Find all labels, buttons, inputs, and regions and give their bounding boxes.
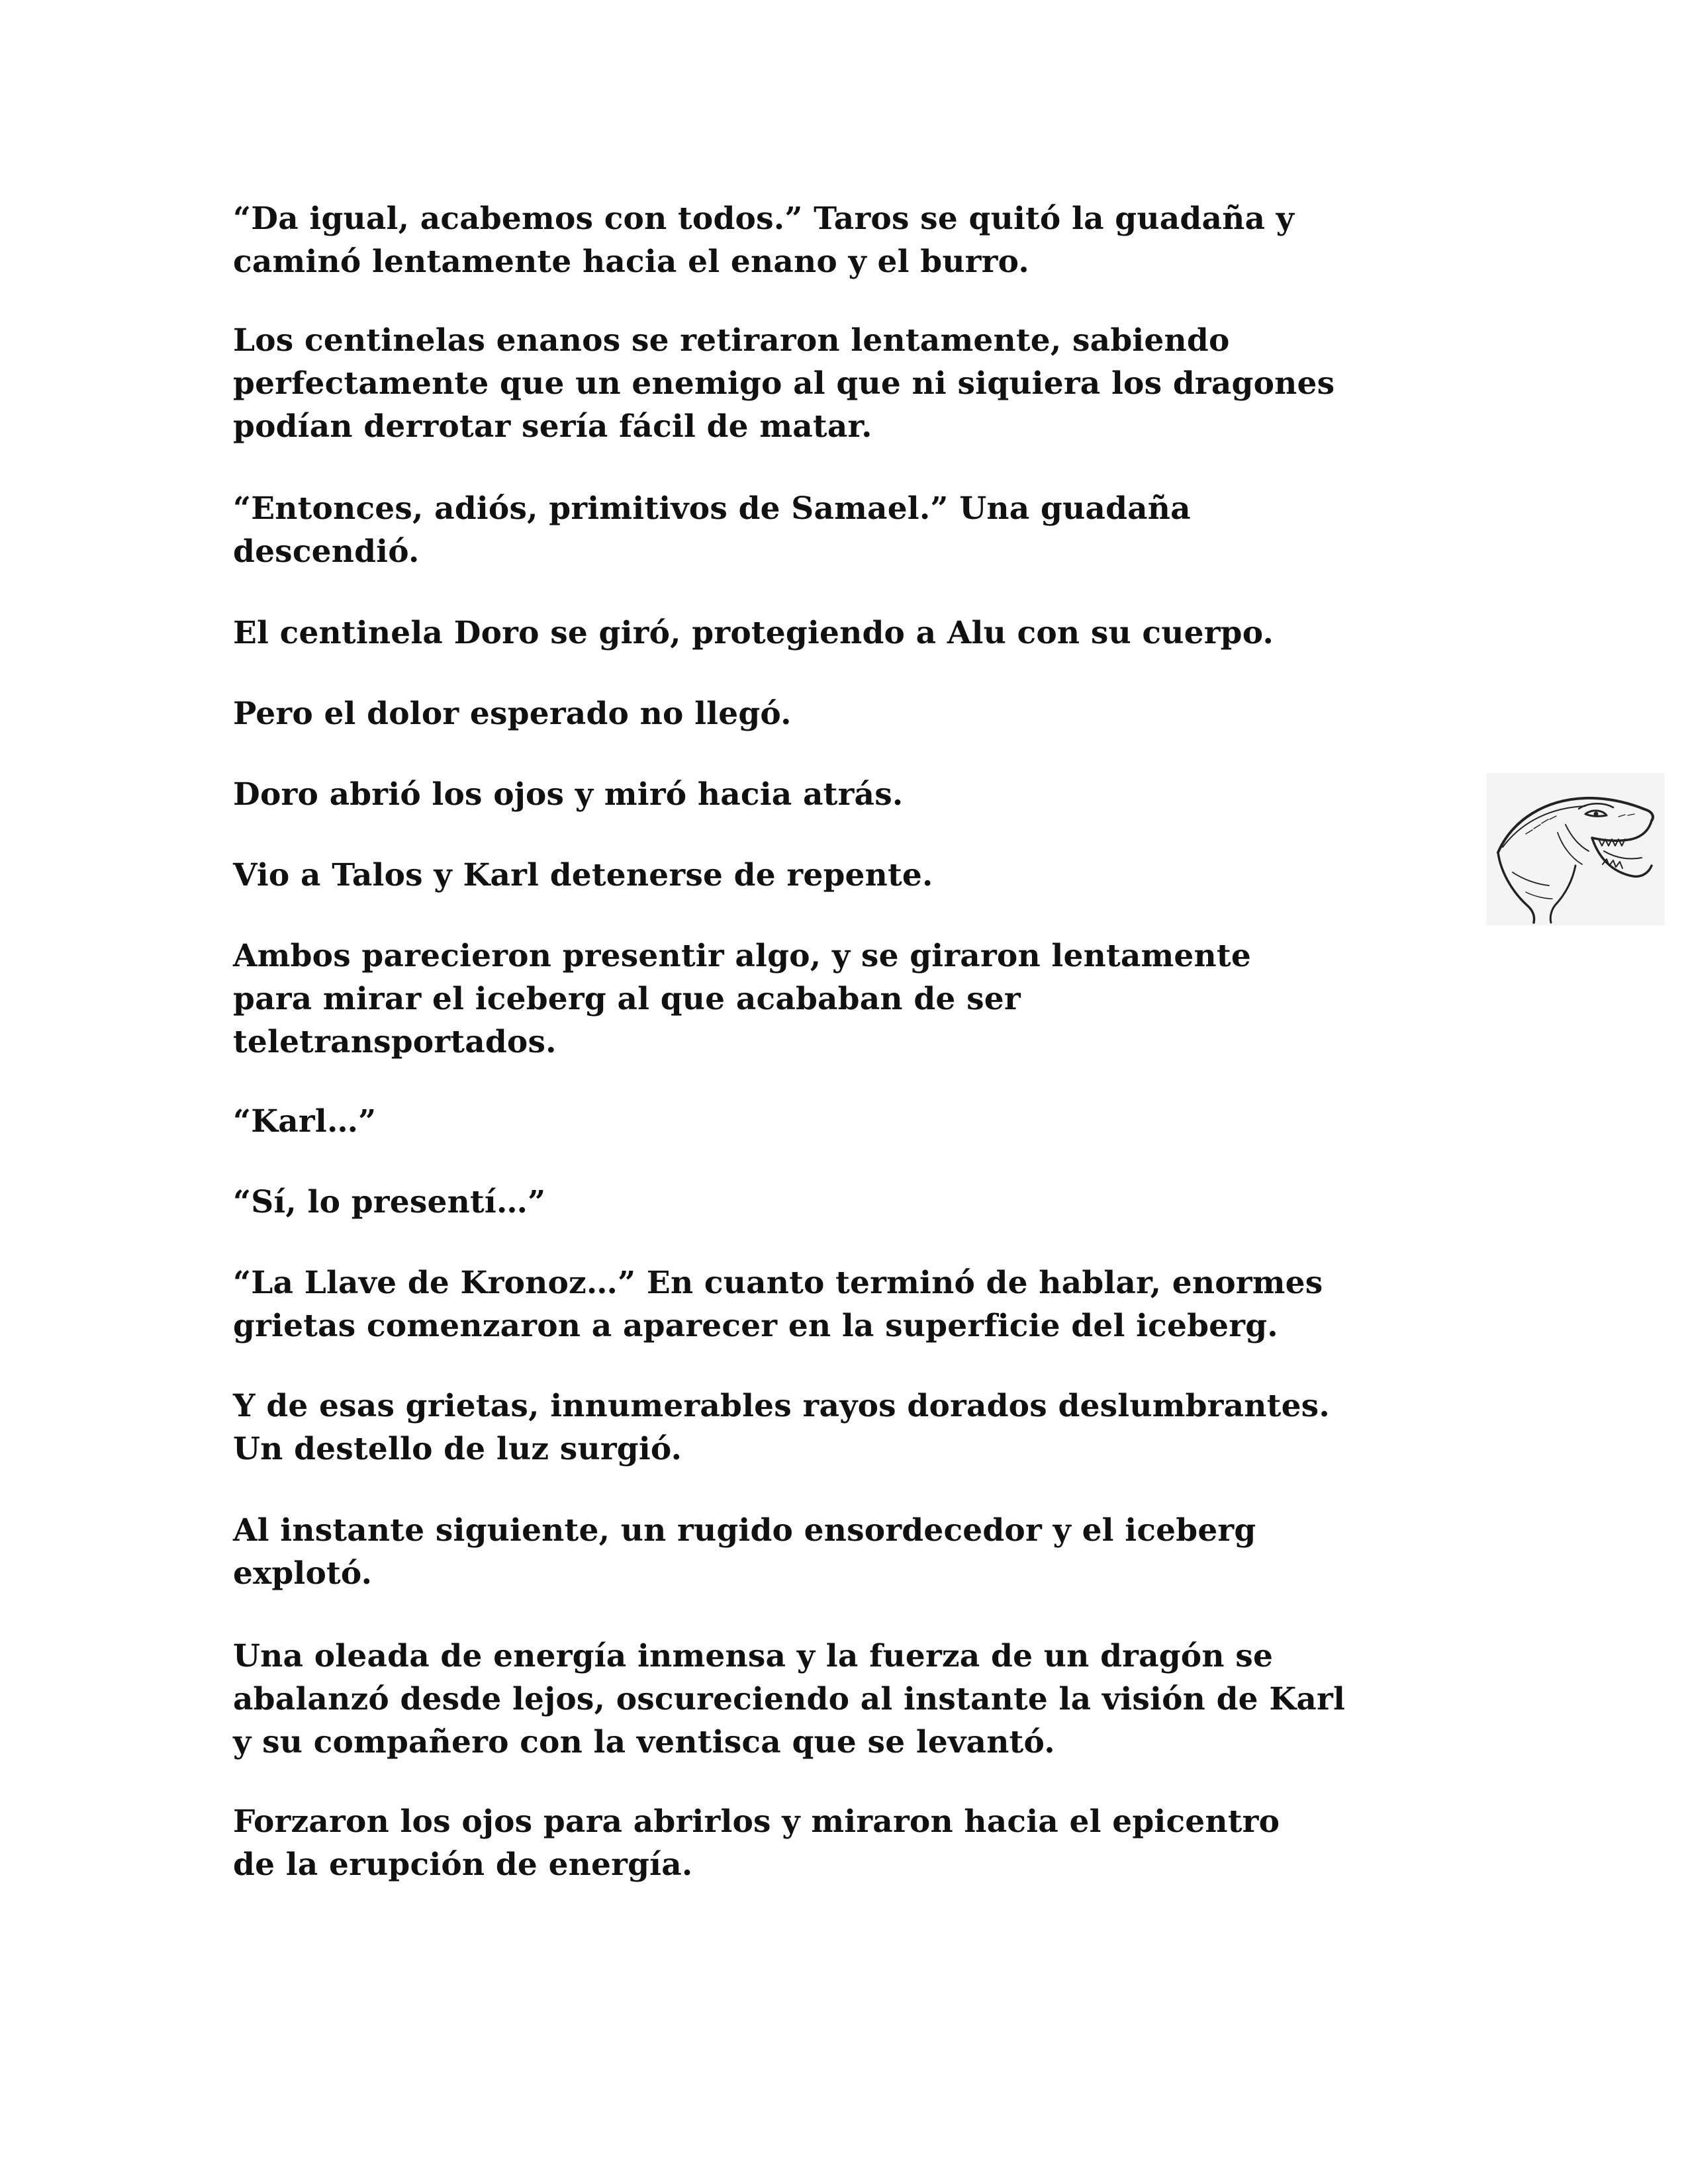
paragraph-12: Y de esas grietas, innumerables rayos dorados deslumbrantes. Un destello de luz surgió. xyxy=(233,1388,1330,1467)
paragraph-4: El centinela Doro se giró, protegiendo a Alu con su cuerpo. xyxy=(233,615,1274,651)
paragraph-13: Al instante siguiente, un rugido ensordecedor y el iceberg explotó. xyxy=(233,1512,1256,1592)
paragraph-5: Pero el dolor esperado no llegó. xyxy=(233,696,792,732)
paragraph-2: Los centinelas enanos se retiraron lentamente, sabiendo perfectamente que un enemigo al que ni siquiera los dragones podían derrotar sería fácil de matar. xyxy=(233,322,1335,445)
dinosaur-sketch-icon xyxy=(1486,773,1665,925)
paragraph-1: “Da igual, acabemos con todos.” Taros se quitó la guadaña y caminó lentamente hacia el enano y el burro. xyxy=(233,201,1295,280)
paragraph-15: Forzaron los ojos para abrirlos y miraron hacia el epicentro de la erupción de energía. xyxy=(233,1803,1280,1883)
paragraph-3: “Entonces, adiós, primitivos de Samael.” Una guadaña descendió. xyxy=(233,490,1191,570)
paragraph-8: Ambos parecieron presentir algo, y se giraron lentamente para mirar el iceberg al que acababan de ser teletransportados. xyxy=(233,938,1251,1060)
paragraph-14: Una oleada de energía inmensa y la fuerza de un dragón se abalanzó desde lejos, oscureciendo al instante la visión de Karl y su compañero con la ventisca que se levantó. xyxy=(233,1638,1346,1760)
paragraph-11: “La Llave de Kronoz…” En cuanto terminó de hablar, enormes grietas comenzaron a aparecer en la superficie del iceberg. xyxy=(233,1265,1323,1344)
paragraph-10: “Sí, lo presentí…” xyxy=(233,1184,546,1220)
paragraph-6: Doro abrió los ojos y miró hacia atrás. xyxy=(233,776,904,813)
paragraph-7: Vio a Talos y Karl detenerse de repente. xyxy=(233,857,933,893)
paragraph-9: “Karl…” xyxy=(233,1103,377,1140)
